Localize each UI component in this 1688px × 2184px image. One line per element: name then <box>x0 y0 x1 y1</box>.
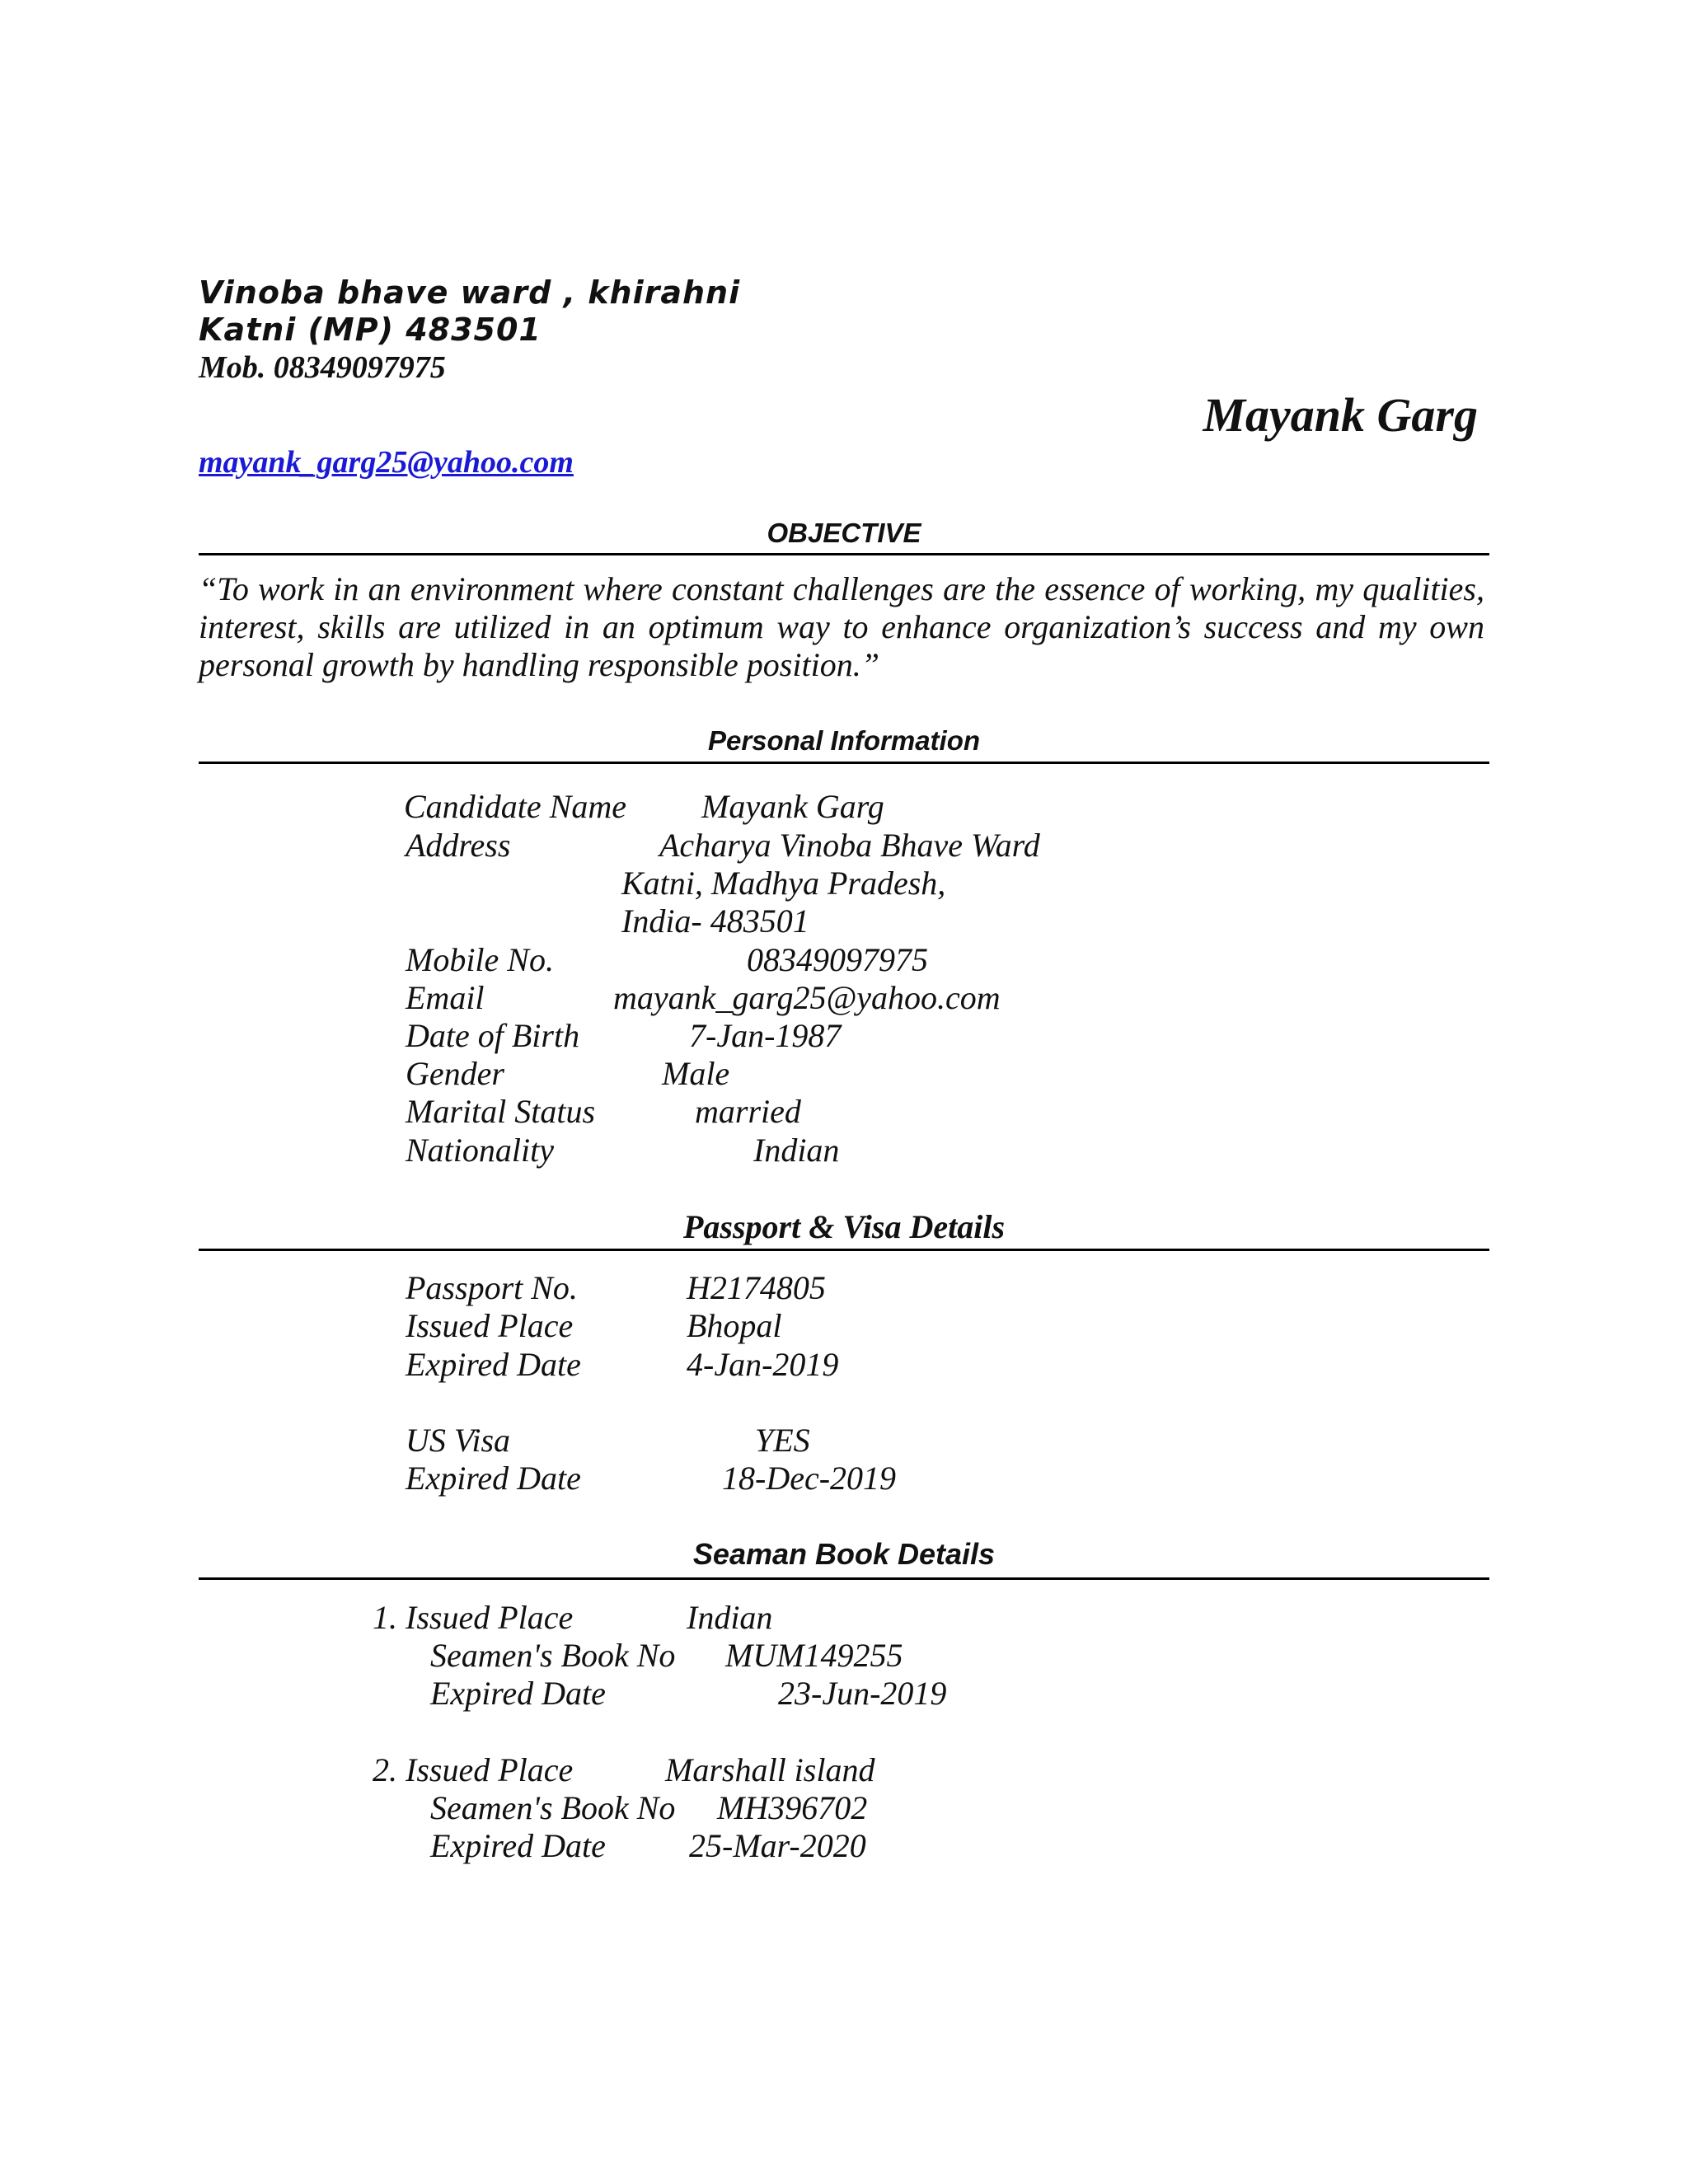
passport-expired-label: Expired Date <box>406 1346 581 1383</box>
objective-text: “To work in an environment where constant challenges are the essence of working, my qualities, interest, skills are utilized in an optimum way to enhance organization’s success and my own personal growth by handling responsible position.” <box>199 570 1484 683</box>
visa-expired-value: 18-Dec-2019 <box>722 1460 897 1497</box>
objective-heading: OBJECTIVE <box>767 518 921 548</box>
gender-value: Male <box>662 1055 730 1092</box>
seaman-2-expired-label: Expired Date <box>430 1827 606 1864</box>
address-label: Address <box>406 827 511 864</box>
address-line-1: Vinoba bhave ward , khirahni <box>199 274 741 311</box>
visa-expired-label: Expired Date <box>406 1460 581 1497</box>
email-label: Email <box>406 979 485 1016</box>
seaman-1-expired-value: 23-Jun-2019 <box>778 1675 947 1712</box>
candidate-name-value: Mayank Garg <box>701 788 884 825</box>
personal-info-heading: Personal Information <box>707 725 981 756</box>
seaman-1-expired-label: Expired Date <box>430 1675 606 1712</box>
seaman-1-issued-value: Indian <box>687 1599 773 1636</box>
seaman-2-issued-label: 2. Issued Place <box>373 1751 574 1788</box>
email-link[interactable]: mayank_garg25@yahoo.com <box>199 445 574 480</box>
passport-expired-value: 4-Jan-2019 <box>687 1346 839 1383</box>
marital-status-value: married <box>695 1093 801 1130</box>
nationality-label: Nationality <box>406 1132 554 1169</box>
seaman-heading: Seaman Book Details <box>692 1537 996 1571</box>
seaman-1-issued-label: 1. Issued Place <box>373 1599 574 1636</box>
seaman-1-book-label: Seamen's Book No <box>430 1637 676 1674</box>
mobile-label: Mobile No. <box>406 941 554 978</box>
mobile-value: 08349097975 <box>747 941 928 978</box>
header-mobile: Mob. 08349097975 <box>199 350 446 385</box>
personal-info-divider <box>199 762 1489 764</box>
seaman-divider <box>199 1577 1489 1580</box>
dob-value: 7-Jan-1987 <box>689 1017 842 1054</box>
passport-issued-place-label: Issued Place <box>406 1307 574 1344</box>
email-value: mayank_garg25@yahoo.com <box>613 979 1001 1016</box>
passport-no-label: Passport No. <box>406 1269 578 1306</box>
address-value-line-3: India- 483501 <box>621 902 809 940</box>
passport-no-value: H2174805 <box>687 1269 826 1306</box>
passport-issued-place-value: Bhopal <box>687 1307 782 1344</box>
objective-divider <box>199 553 1489 555</box>
us-visa-label: US Visa <box>406 1422 511 1459</box>
seaman-2-issued-value: Marshall island <box>665 1751 875 1788</box>
candidate-name-title: Mayank Garg <box>1203 388 1478 442</box>
address-value-line-1: Acharya Vinoba Bhave Ward <box>659 827 1040 864</box>
us-visa-value: YES <box>755 1422 810 1459</box>
nationality-value: Indian <box>753 1132 840 1169</box>
seaman-1-book-value: MUM149255 <box>725 1637 903 1674</box>
gender-label: Gender <box>406 1055 504 1092</box>
address-line-2: Katni (MP) 483501 <box>199 312 542 348</box>
seaman-2-book-label: Seamen's Book No <box>430 1789 676 1826</box>
passport-divider <box>199 1249 1489 1251</box>
marital-status-label: Marital Status <box>406 1093 596 1130</box>
address-value-line-2: Katni, Madhya Pradesh, <box>621 865 946 902</box>
passport-heading: Passport & Visa Details <box>682 1208 1006 1245</box>
candidate-name-label: Candidate Name <box>404 788 626 825</box>
seaman-2-book-value: MH396702 <box>717 1789 868 1826</box>
dob-label: Date of Birth <box>406 1017 580 1054</box>
seaman-2-expired-value: 25-Mar-2020 <box>689 1827 866 1864</box>
